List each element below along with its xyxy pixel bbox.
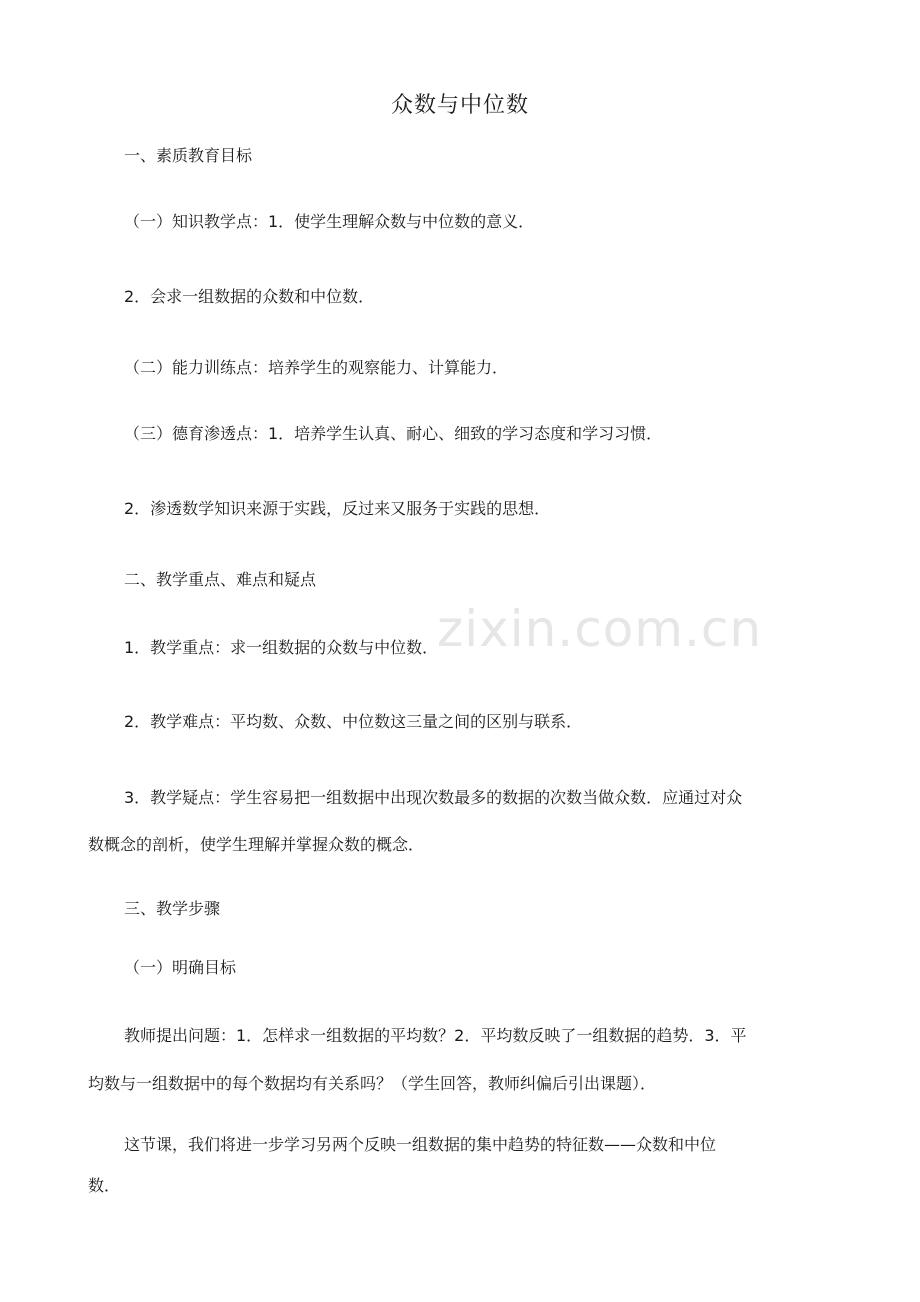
moral-point-2: 2．渗透数学知识来源于实践，反过来又服务于实践的思想． bbox=[124, 499, 551, 518]
teacher-question-line-1: 教师提出问题：1．怎样求一组数据的平均数？2．平均数反映了一组数据的趋势．3．平 bbox=[124, 1026, 747, 1045]
teaching-doubt-line-1: 3．教学疑点：学生容易把一组数据中出现次数最多的数据的次数当做众数．应通过对众 bbox=[124, 788, 743, 807]
knowledge-point-1: （一）知识教学点：1．使学生理解众数与中位数的意义． bbox=[124, 212, 535, 231]
document-title: 众数与中位数 bbox=[390, 93, 529, 118]
step-heading-1: （一）明确目标 bbox=[124, 958, 237, 977]
lesson-intro-line-1: 这节课，我们将进一步学习另两个反映一组数据的集中趋势的特征数——众数和中位 bbox=[124, 1135, 717, 1154]
knowledge-point-2: 2．会求一组数据的众数和中位数． bbox=[124, 287, 375, 306]
teaching-doubt-line-2: 数概念的剖析，使学生理解并掌握众数的概念． bbox=[88, 835, 425, 854]
section-heading-3: 三、教学步骤 bbox=[124, 899, 221, 918]
teacher-question-line-2: 均数与一组数据中的每个数据均有关系吗？（学生回答，教师纠偏后引出课题）． bbox=[88, 1074, 657, 1093]
teaching-key-point: 1．教学重点：求一组数据的众数与中位数． bbox=[124, 638, 439, 657]
lesson-intro-line-2: 数． bbox=[88, 1176, 121, 1195]
section-heading-1: 一、素质教育目标 bbox=[124, 146, 253, 165]
section-heading-2: 二、教学重点、难点和疑点 bbox=[124, 570, 317, 589]
teaching-difficulty: 2．教学难点：平均数、众数、中位数这三量之间的区别与联系． bbox=[124, 712, 583, 731]
moral-point-1: （三）德育渗透点：1．培养学生认真、耐心、细致的学习态度和学习习惯． bbox=[124, 424, 663, 443]
ability-point: （二）能力训练点：培养学生的观察能力、计算能力． bbox=[124, 358, 509, 377]
watermark-text: zixin.com.cn bbox=[437, 600, 763, 658]
